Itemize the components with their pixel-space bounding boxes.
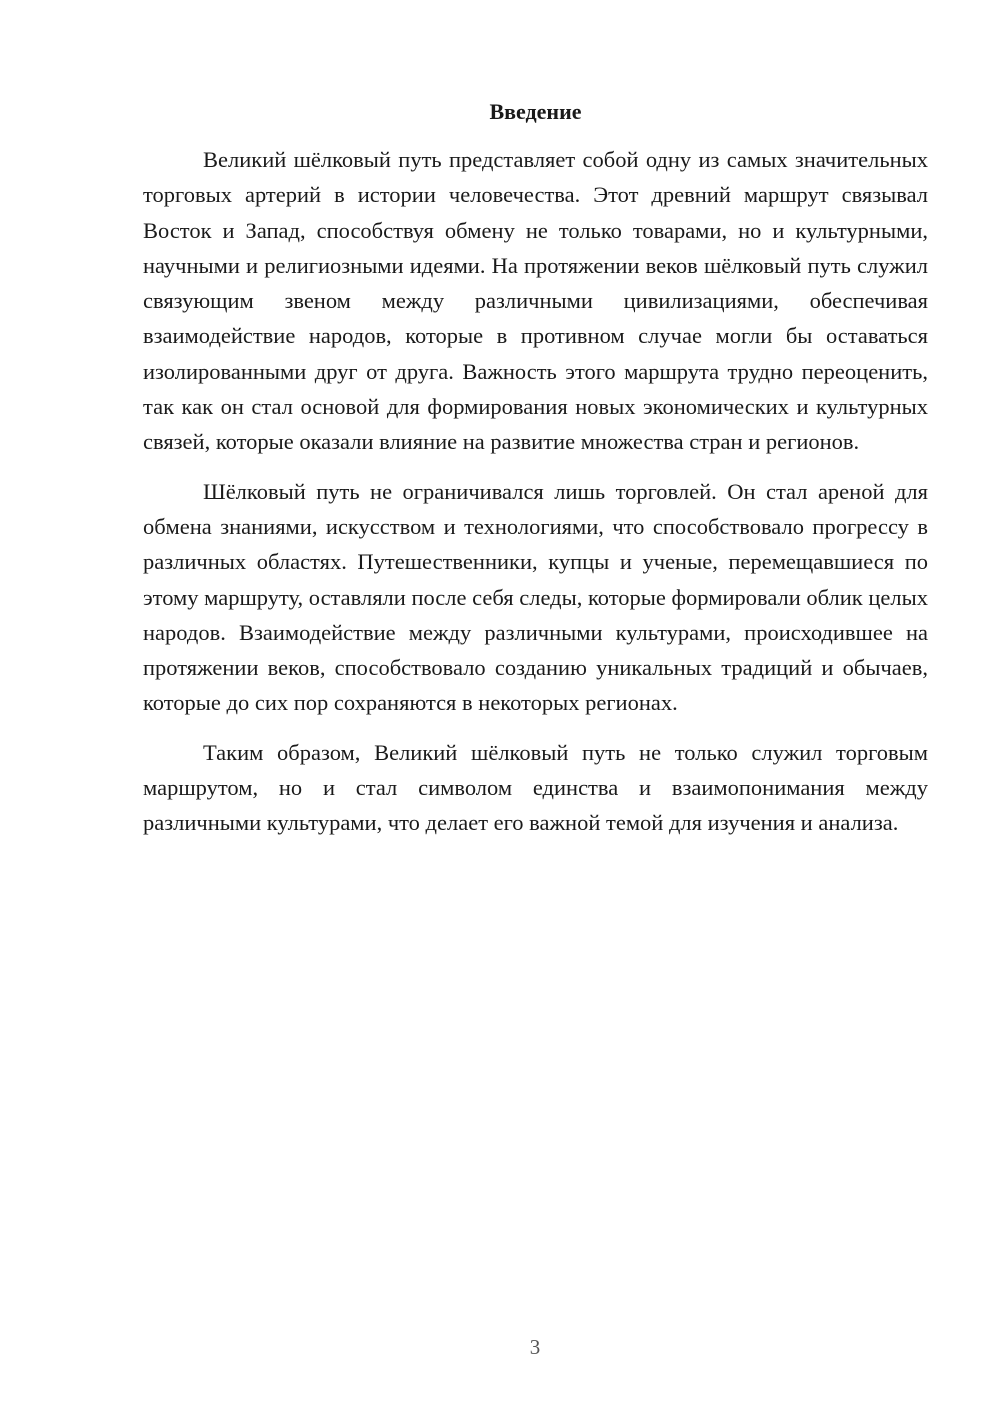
paragraph-1: Великий шёлковый путь представляет собой одну из самых значительных торговых артерий в истории человечества. Этот древний маршрут связывал Восток и Запад, способствуя обмену не только товарами, но и культурными, научными и религиозными идеями. На протяжении веков шёлковый путь служил связующим звеном между различными цивилизациями, обеспечивая взаимодействие народов, которые в противном случае могли бы оставаться изолированными друг от друга. Важность этого маршрута трудно переоценить, так как он стал основой для формирования новых экономических и культурных связей, которые оказали влияние на развитие множества стран и регионов.: [143, 147, 928, 455]
paragraph-3: Таким образом, Великий шёлковый путь не только служил торговым маршрутом, но и стал символом единства и взаимопонимания между различными культурами, что делает его важной темой для изучения и анализа.: [143, 739, 928, 836]
page-number: 3: [529, 1335, 541, 1359]
section-heading: Введение: [489, 99, 582, 124]
paragraph-2: Шёлковый путь не ограничивался лишь торговлей. Он стал ареной для обмена знаниями, искусством и технологиями, что способствовало прогрессу в различных областях. Путешественники, купцы и ученые, перемещавшиеся по этому маршруту, оставляли после себя следы, которые формировали облик целых народов. Взаимодействие между различными культурами, происходившее на протяжении веков, способствовало созданию уникальных традиций и обычаев, которые до сих пор сохраняются в некоторых регионах.: [143, 478, 928, 716]
body-text: [143, 142, 928, 841]
